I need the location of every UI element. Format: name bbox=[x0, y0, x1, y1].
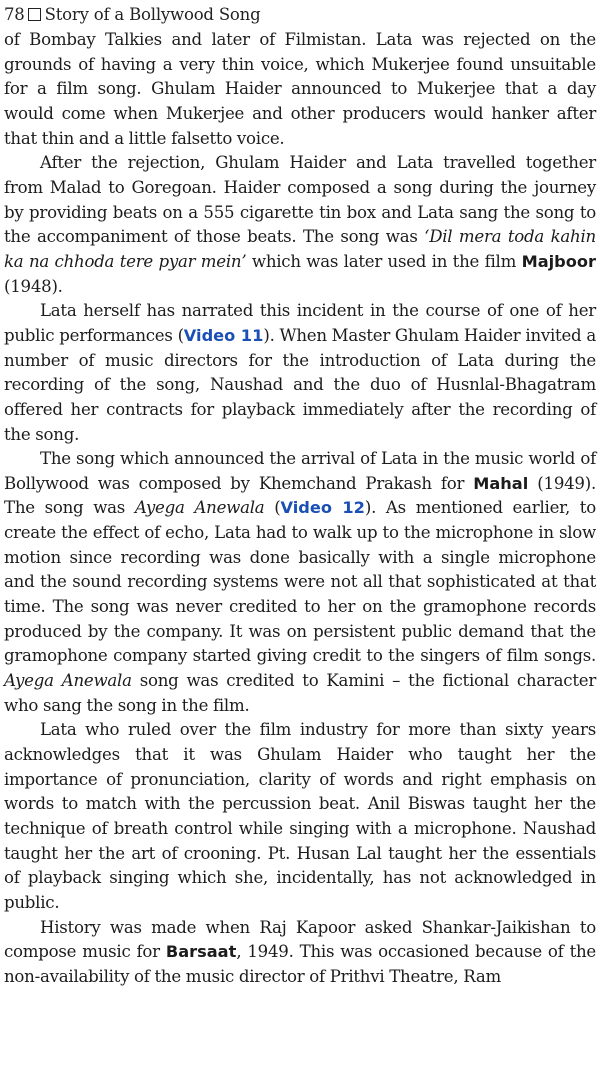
text-run: ). When Master Ghulam Haider invited a number of music directors for the introduction of Lata during the recording of the song, Naushad and the duo of Husnlal-Bhagatram offered her contracts for playback immediately after the recording of the song. bbox=[4, 325, 596, 444]
text-run: song was credited to Kamini – the fictional character who sang the song in the film. bbox=[4, 671, 596, 715]
text-run: , 1949. This was occasioned because of the non-availability of the music director of Prithvi Theatre, Ram bbox=[4, 942, 596, 986]
video-link[interactable]: Video 12 bbox=[280, 498, 365, 518]
italic-text: Ayega Anewala bbox=[4, 671, 132, 691]
text-run: History was made when Raj Kapoor asked Shankar-Jaikishan to compose music for bbox=[4, 917, 596, 962]
paragraph bbox=[4, 718, 596, 915]
video-link[interactable]: Video 11 bbox=[183, 325, 264, 345]
film-title: Barsaat bbox=[165, 942, 237, 962]
paragraph bbox=[4, 447, 596, 718]
text-run: ( bbox=[264, 498, 281, 518]
text-run: which was later used in the film bbox=[246, 251, 522, 271]
film-title: Majboor bbox=[521, 251, 596, 271]
body-text bbox=[4, 28, 596, 990]
text-run: Lata who ruled over the film industry for more than sixty years acknowledges that it was Ghulam Haider who taught her the importance of pronunciation, clarity of words and right emphasis on words to match with the percussion beat. Anil Biswas taught her the technique of breath control while singing with a microphone. Naushad taught her the art of crooning. Pt. Husan Lal taught her the essentials of playback singing which she, incidentally, has not acknowledged in public. bbox=[4, 720, 596, 912]
paragraph bbox=[4, 299, 596, 447]
text-run: (1948). bbox=[4, 276, 63, 296]
text-run: Lata herself has narrated this incident in the course of one of her public performances ( bbox=[4, 301, 596, 345]
text-run: After the rejection, Ghulam Haider and Lata travelled together from Malad to Goregoan. Haider composed a song during the journey by providing beats on a 555 cigarette tin box and Lata sang the song to the accompaniment of those beats. The song was bbox=[4, 153, 596, 247]
italic-text: Ayega Anewala bbox=[134, 498, 265, 518]
film-title: Mahal bbox=[473, 473, 529, 493]
running-title: Story of a Bollywood Song bbox=[44, 4, 261, 24]
paragraph bbox=[4, 916, 596, 990]
italic-text: ‘Dil mera toda kahin ka na chhoda tere pyar mein’ bbox=[4, 227, 596, 271]
text-run: of Bombay Talkies and later of Filmistan. Lata was rejected on the grounds of having a very thin voice, which Mukerjee found unsuitable for a film song. Ghulam Haider announced to Mukerjee that a day would come when Mukerjee and other producers would hanker after that thin and a little falsetto voice. bbox=[4, 30, 596, 148]
text-run: The song which announced the arrival of Lata in the music world of Bollywood was composed by Khemchand Prakash for bbox=[4, 449, 596, 493]
square-bullet-icon bbox=[28, 8, 41, 21]
paragraph bbox=[4, 151, 596, 299]
page-number: 78 bbox=[4, 4, 25, 24]
paragraph bbox=[4, 28, 596, 151]
running-header bbox=[4, 0, 596, 28]
text-run: (1949). The song was bbox=[4, 473, 596, 518]
text-run: ). As mentioned earlier, to create the effect of echo, Lata had to walk up to the microphone in slow motion since recording was done basically with a single microphone and the sound recording systems were not all that sophisticated at that time. The song was never credited to her on the gramophone records produced by the company. It was on persistent public demand that the gramophone company started giving credit to the singers of film songs. bbox=[4, 498, 596, 666]
